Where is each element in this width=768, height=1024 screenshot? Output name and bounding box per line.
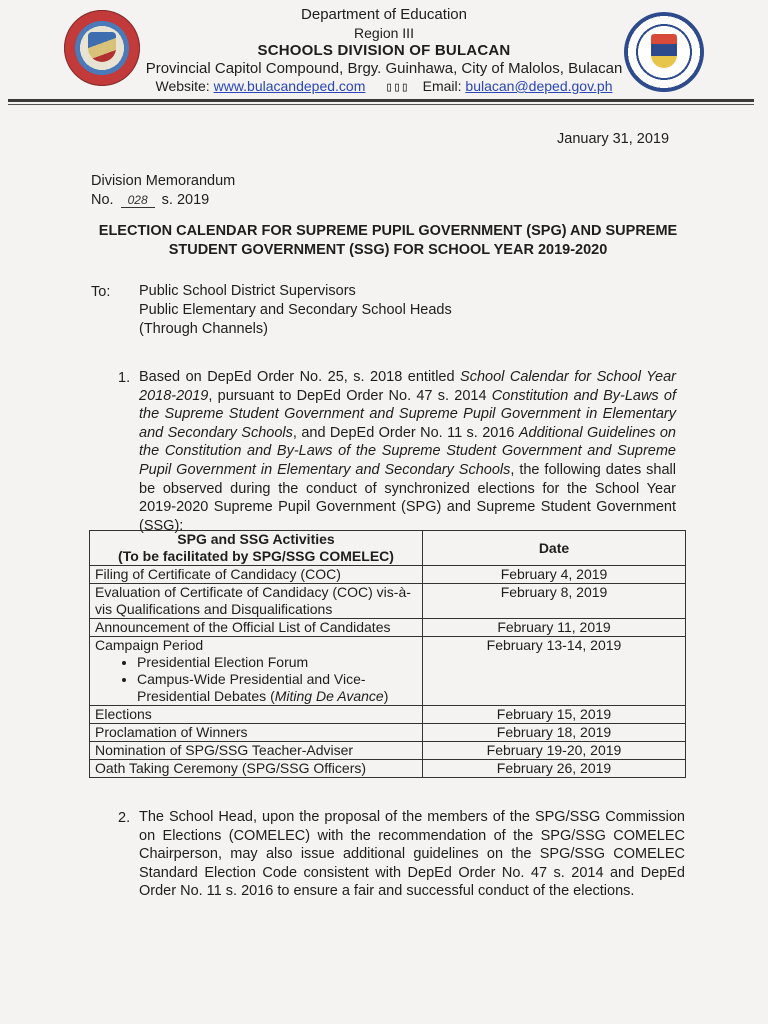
election-calendar-table xyxy=(89,530,686,778)
table-row xyxy=(90,760,686,778)
list-item-text: Campus-Wide Presidential and Vice-Presidential Debates ( xyxy=(137,671,366,704)
date-cell: February 19-20, 2019 xyxy=(423,742,686,760)
date-cell: February 26, 2019 xyxy=(423,760,686,778)
list-item xyxy=(137,671,417,705)
paragraph-number: 2. xyxy=(118,810,131,826)
paragraph-text: , pursuant to DepEd Order No. 47 s. 2014 xyxy=(208,387,492,404)
letterhead-division: SCHOOLS DIVISION OF BULACAN xyxy=(257,42,511,59)
memo-series: s. 2019 xyxy=(161,192,210,208)
activity-cell: Announcement of the Official List of Candidates xyxy=(90,619,423,637)
table-row xyxy=(90,566,686,584)
recipient: (Through Channels) xyxy=(139,321,268,337)
memo-type: Division Memorandum xyxy=(91,173,236,189)
memo-title: ELECTION CALENDAR FOR SUPREME PUPIL GOVERNMENT (SPG) AND SUPREME STUDENT GOVERNMENT (SSG) FOR SCHOOL YEAR 2019-2020 xyxy=(98,223,678,258)
website-label: Website: xyxy=(155,78,210,94)
activity-cell: Oath Taking Ceremony (SPG/SSG Officers) xyxy=(90,760,423,778)
activity-cell xyxy=(90,637,423,706)
date-cell: February 18, 2019 xyxy=(423,724,686,742)
memo-number xyxy=(91,192,209,208)
recipient: Public Elementary and Secondary School Heads xyxy=(139,302,452,318)
letterhead-divider xyxy=(8,99,754,102)
activity-cell: Nomination of SPG/SSG Teacher-Adviser xyxy=(90,742,423,760)
activity-cell: Elections xyxy=(90,706,423,724)
to-label: To: xyxy=(91,284,111,300)
list-item: • Presidential Election Forum xyxy=(137,654,417,671)
paragraph-number: 1. xyxy=(118,370,131,386)
list-item-text: ) xyxy=(383,688,389,704)
memo-number-label: No. xyxy=(91,192,114,208)
letterhead-contact xyxy=(0,78,768,95)
date-cell: February 13-14, 2019 xyxy=(423,637,686,706)
date-header: Date xyxy=(423,531,686,566)
table-row xyxy=(90,584,686,619)
date-cell: February 11, 2019 xyxy=(423,619,686,637)
table-header-row xyxy=(90,531,686,566)
paragraph-italic: School Calendar for School Year 2018-2019 xyxy=(139,369,676,404)
campaign-period-label: Campaign Period xyxy=(95,637,204,653)
table-row xyxy=(90,637,686,706)
activity-header-line: SPG and SSG Activities xyxy=(177,531,335,547)
date-cell: February 15, 2019 xyxy=(423,706,686,724)
activity-cell: Filing of Certificate of Candidacy (COC) xyxy=(90,566,423,584)
table-row xyxy=(90,724,686,742)
date-cell: February 8, 2019 xyxy=(423,584,686,619)
email-link[interactable]: bulacan@deped.gov.ph xyxy=(465,78,613,94)
memo-date: January 31, 2019 xyxy=(557,131,670,147)
list-item-italic: Miting De Avance xyxy=(274,688,384,704)
activity-header xyxy=(90,531,423,566)
letterhead-address: Provincial Capitol Compound, Brgy. Guinhawa, City of Malolos, Bulacan xyxy=(145,60,623,77)
recipients xyxy=(139,282,452,339)
memo-number-value: 028 xyxy=(121,193,155,208)
letterhead-divider-thin xyxy=(8,104,754,105)
activity-header-line: (To be facilitated by SPG/SSG COMELEC) xyxy=(118,548,394,564)
paragraph-text: , and DepEd Order No. 11 s. 2016 xyxy=(292,424,519,441)
campaign-activities-list xyxy=(95,654,417,705)
email-label: Email: xyxy=(422,78,462,94)
paragraph-italic: Additional Guidelines on the Constitution and By-Laws of the Supreme Student Government and Supreme Pupil Government in Elementary and Secondary Schools xyxy=(139,424,676,478)
table-row xyxy=(90,619,686,637)
activity-cell: Proclamation of Winners xyxy=(90,724,423,742)
recipient: Public School District Supervisors xyxy=(139,283,356,299)
phone-glyphs: ▯▯▯ xyxy=(385,80,409,95)
table-row xyxy=(90,742,686,760)
table-row xyxy=(90,706,686,724)
activity-cell: Evaluation of Certificate of Candidacy (COC) vis-à-vis Qualifications and Disqualifications xyxy=(90,584,423,619)
paragraph-italic: Constitution and By-Laws of the Supreme Student Government and Supreme Pupil Government in Elementary and Secondary Schools xyxy=(139,387,677,441)
paragraph-text: Based on DepEd Order No. 25, s. 2018 entitled xyxy=(139,369,461,385)
date-cell: February 4, 2019 xyxy=(423,566,686,584)
letterhead-region: Region III xyxy=(354,25,414,41)
website-link[interactable]: www.bulacandeped.com xyxy=(213,78,366,94)
letterhead-department: Department of Education xyxy=(301,6,467,23)
paragraph-text: , the following dates shall be observed during the conduct of synchronized elections for the School Year 2019-2020 Supreme Pupil Government (SPG) and Supreme Student Government (SSG): xyxy=(139,461,676,534)
paragraph-1 xyxy=(139,368,676,535)
paragraph-2: The School Head, upon the proposal of the members of the SPG/SSG Commission on Elections (COMELEC) with the recommendation of the SPG/SSG COMELEC Chairperson, may also issue additional guidelines on the SPG/SSG COMELEC Standard Election Code consistent with DepEd Order No. 47 s. 2014 and DepEd Order No. 11 s. 2016 to ensure a fair and successful conduct of the elections. xyxy=(139,809,685,900)
